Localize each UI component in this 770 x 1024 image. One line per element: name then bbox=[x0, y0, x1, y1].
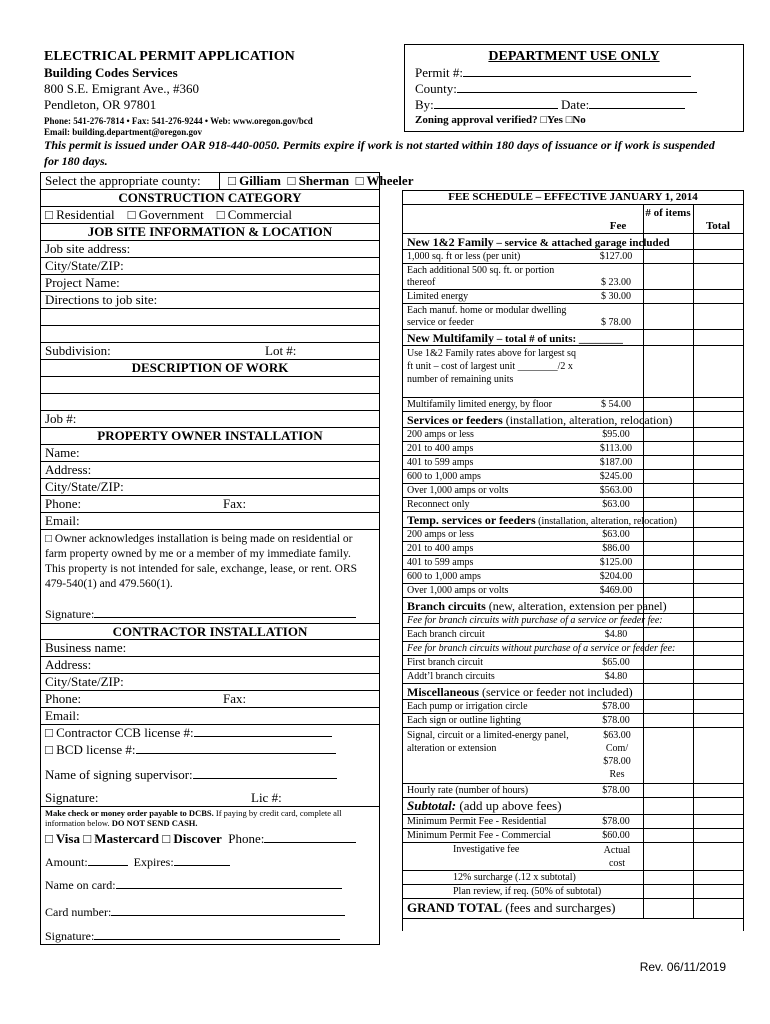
contractor-city-field[interactable] bbox=[41, 674, 379, 691]
fee-row bbox=[403, 304, 743, 330]
zoning-yes-checkbox[interactable]: □Yes bbox=[540, 114, 563, 126]
fee-row bbox=[403, 428, 743, 442]
grand-total-row bbox=[403, 899, 743, 919]
payment-note-3: DO NOT SEND CASH. bbox=[109, 818, 198, 828]
fee-column-header: Fee bbox=[609, 220, 627, 232]
construction-category-options bbox=[41, 207, 379, 224]
fee-desc: Plan review, if req. (50% of subtotal) bbox=[453, 886, 602, 897]
fee-amount: $ 30.00 bbox=[601, 291, 631, 302]
fee-row bbox=[403, 346, 743, 398]
fee-row bbox=[403, 442, 743, 456]
department-use-box bbox=[404, 44, 744, 132]
fee-amount: $245.00 bbox=[599, 471, 633, 482]
fee-desc: Reconnect only bbox=[407, 499, 470, 510]
section-new-family-title: New 1&2 Family bbox=[407, 235, 494, 249]
date-label: Date: bbox=[561, 97, 590, 112]
fee-row bbox=[403, 656, 743, 670]
fee-desc: Over 1,000 amps or volts bbox=[407, 585, 509, 596]
directions-field[interactable] bbox=[41, 292, 379, 309]
org-address-1: 800 S.E. Emigrant Ave., #360 bbox=[44, 81, 200, 96]
description-line-2[interactable] bbox=[41, 394, 379, 411]
fee-amount: $63.00 Com/ $78.00 Res bbox=[603, 730, 631, 780]
directions-label: Directions to job site: bbox=[45, 292, 158, 307]
project-name-field[interactable] bbox=[41, 275, 379, 292]
bcd-license-line bbox=[136, 742, 336, 754]
fee-row bbox=[403, 843, 743, 871]
section-temp-title: Temp. services or feeders bbox=[407, 513, 536, 527]
fee-amount: Actual cost bbox=[603, 845, 631, 869]
zoning-no-checkbox[interactable]: □No bbox=[565, 114, 586, 126]
owner-acknowledgement-checkbox[interactable]: □ Owner acknowledges installation is being made on residential or farm property owned by me or a member of my immediate family. This property is not intended for sale, exchange, lease, or rent. ORS 479-540(1) and 479.560(1). bbox=[45, 533, 358, 590]
fee-note-text: Fee for branch circuits with purchase of a service or feeder fee: bbox=[407, 615, 663, 626]
section-new-family bbox=[403, 234, 743, 250]
org-name: Building Codes Services bbox=[44, 65, 178, 80]
contractor-phone-field[interactable] bbox=[41, 691, 379, 708]
zoning-label: Zoning approval verified? bbox=[415, 114, 538, 126]
fee-row bbox=[403, 871, 743, 885]
fee-schedule-title-text: FEE SCHEDULE – EFFECTIVE JANUARY 1, 2014 bbox=[448, 191, 698, 203]
fee-row bbox=[403, 542, 743, 556]
org-address-2: Pendleton, OR 97801 bbox=[44, 97, 157, 112]
section-branch-title: Branch circuits bbox=[407, 599, 486, 613]
fee-desc: Each sign or outline lighting bbox=[407, 715, 521, 726]
directions-line-2[interactable] bbox=[41, 309, 379, 326]
residential-checkbox[interactable]: □ Residential bbox=[45, 207, 115, 222]
name-on-card-field[interactable] bbox=[116, 877, 342, 889]
supervisor-label: Name of signing supervisor: bbox=[45, 767, 193, 782]
fee-desc: Each pump or irrigation circle bbox=[407, 701, 528, 712]
fee-amount: $78.00 bbox=[602, 816, 630, 827]
owner-city-field[interactable] bbox=[41, 479, 379, 496]
section-services-title: Services or feeders bbox=[407, 413, 503, 427]
permit-label: Permit #: bbox=[415, 65, 464, 80]
job-site-heading: JOB SITE INFORMATION & LOCATION bbox=[41, 224, 379, 241]
contractor-address-label: Address: bbox=[45, 657, 92, 672]
card-type-row bbox=[41, 831, 379, 848]
items-column-header: # of items bbox=[645, 207, 691, 219]
owner-email-field[interactable] bbox=[41, 513, 379, 530]
amount-field[interactable] bbox=[88, 854, 128, 866]
county-options bbox=[228, 173, 413, 189]
section-multifamily-title: New Multifamily bbox=[407, 331, 494, 345]
fee-row bbox=[403, 714, 743, 728]
owner-name-field[interactable] bbox=[41, 445, 379, 462]
fee-row bbox=[403, 829, 743, 843]
job-number-label: Job #: bbox=[45, 411, 77, 426]
fee-desc: Signal, circuit or a limited-energy panel, alteration or extension bbox=[407, 730, 569, 754]
amount-label: Amount: bbox=[45, 855, 88, 869]
subdivision-label: Subdivision: bbox=[45, 343, 111, 358]
fee-row bbox=[403, 470, 743, 484]
fee-amount: $125.00 bbox=[599, 557, 633, 568]
card-number-field[interactable] bbox=[111, 904, 345, 916]
commercial-checkbox[interactable]: □ Commercial bbox=[216, 207, 293, 222]
section-misc-sub: (service or feeder not included) bbox=[479, 685, 633, 699]
fee-schedule-title bbox=[403, 191, 743, 205]
fee-row bbox=[403, 584, 743, 598]
card-number-row bbox=[41, 904, 379, 921]
section-branch-circuits bbox=[403, 598, 743, 614]
fee-desc: 201 to 400 amps bbox=[407, 443, 474, 454]
fee-amount: $4.80 bbox=[604, 629, 628, 640]
fee-desc: Minimum Permit Fee - Residential bbox=[407, 816, 547, 827]
payment-note-2: If paying by credit card, complete all information below. bbox=[45, 808, 342, 828]
fee-amount: $65.00 bbox=[602, 657, 630, 668]
section-miscellaneous bbox=[403, 684, 743, 700]
fee-amount: $95.00 bbox=[602, 429, 630, 440]
section-new-family-sub: – service & attached garage included bbox=[493, 237, 670, 249]
fee-desc: 401 to 599 amps bbox=[407, 557, 474, 568]
fee-amount: $204.00 bbox=[599, 571, 633, 582]
fee-amount: $60.00 bbox=[602, 830, 630, 841]
expires-field[interactable] bbox=[174, 854, 230, 866]
fee-amount: $4.80 bbox=[604, 671, 628, 682]
owner-fax-label: Fax: bbox=[223, 496, 247, 511]
contractor-email-field[interactable] bbox=[41, 708, 379, 725]
owner-signature-label: Signature: bbox=[45, 607, 95, 621]
fee-row bbox=[403, 815, 743, 829]
business-name-label: Business name: bbox=[45, 640, 127, 655]
section-branch-sub: (new, alteration, extension per panel) bbox=[485, 599, 667, 613]
owner-phone-field[interactable] bbox=[41, 496, 379, 513]
fee-row bbox=[403, 528, 743, 542]
fee-amount: $563.00 bbox=[599, 485, 633, 496]
county-gilliam-checkbox[interactable]: □ Gilliam bbox=[228, 173, 281, 188]
fee-row bbox=[403, 885, 743, 899]
card-phone-field[interactable] bbox=[264, 831, 356, 843]
permit-notice: This permit is issued under OAR 918-440-0050. Permits expire if work is not started within 180 days of issuance or if work is suspended for 180 days. bbox=[44, 138, 715, 168]
job-city-field[interactable] bbox=[41, 258, 379, 275]
section-temp-sub: (installation, alteration, relocation) bbox=[535, 516, 677, 527]
contractor-signature-field[interactable] bbox=[41, 790, 379, 807]
description-heading: DESCRIPTION OF WORK bbox=[41, 360, 379, 377]
subtotal-sub: (add up above fees) bbox=[456, 798, 562, 813]
fee-desc: Investigative fee bbox=[453, 844, 520, 855]
date-field[interactable] bbox=[589, 97, 685, 109]
fee-row bbox=[403, 264, 743, 290]
fee-row bbox=[403, 628, 743, 642]
grand-total-sub: (fees and surcharges) bbox=[502, 900, 616, 915]
card-number-label: Card number: bbox=[45, 905, 112, 919]
total-column-header: Total bbox=[705, 220, 731, 232]
owner-phone-label: Phone: bbox=[45, 496, 82, 511]
form-title: ELECTRICAL PERMIT APPLICATION bbox=[44, 49, 295, 64]
fee-desc: Each additional 500 sq. ft. or portion thereof bbox=[407, 265, 555, 288]
card-signature-field[interactable] bbox=[94, 928, 340, 940]
job-site-address-field[interactable] bbox=[41, 241, 379, 258]
payment-note-1: Make check or money order payable to DCBS. bbox=[45, 808, 214, 818]
project-name-label: Project Name: bbox=[45, 275, 120, 290]
fee-note bbox=[403, 642, 743, 656]
fee-amount: $63.00 bbox=[602, 499, 630, 510]
card-signature-row bbox=[41, 928, 379, 943]
fee-desc: 200 amps or less bbox=[407, 529, 474, 540]
fee-column-headers bbox=[403, 205, 743, 234]
county-select-label: Select the appropriate county: bbox=[45, 173, 201, 188]
owner-name-label: Name: bbox=[45, 445, 80, 460]
fee-row bbox=[403, 484, 743, 498]
owner-address-label: Address: bbox=[45, 462, 92, 477]
header-block bbox=[44, 48, 313, 138]
fee-amount: $113.00 bbox=[599, 443, 633, 454]
construction-category-heading: CONSTRUCTION CATEGORY bbox=[41, 190, 379, 207]
owner-signature-field[interactable] bbox=[41, 606, 379, 623]
section-multifamily-sub: – total # of units: ________ bbox=[493, 333, 623, 345]
org-contact: Phone: 541-276-7814 • Fax: 541-276-9244 • Web: www.oregon.gov/bcd bbox=[44, 116, 313, 126]
fee-desc: Minimum Permit Fee - Commercial bbox=[407, 830, 551, 841]
business-name-field[interactable] bbox=[41, 640, 379, 657]
org-email: Email: building.department@oregon.gov bbox=[44, 127, 202, 137]
lic-label: Lic #: bbox=[251, 790, 282, 805]
fee-row bbox=[403, 670, 743, 684]
owner-email-label: Email: bbox=[45, 513, 80, 528]
revision-date: Rev. 06/11/2019 bbox=[639, 960, 726, 974]
fee-row bbox=[403, 290, 743, 304]
card-phone-label: Phone: bbox=[228, 831, 265, 846]
fee-row bbox=[403, 498, 743, 512]
fee-amount: $ 23.00 bbox=[601, 277, 631, 288]
fee-amount: $78.00 bbox=[602, 785, 630, 796]
owner-address-field[interactable] bbox=[41, 462, 379, 479]
fee-amount: $ 78.00 bbox=[601, 317, 631, 328]
fee-desc: Limited energy bbox=[407, 291, 469, 302]
fee-amount: $63.00 bbox=[602, 529, 630, 540]
contractor-signature-label: Signature: bbox=[45, 790, 99, 805]
section-misc-title: Miscellaneous bbox=[407, 685, 479, 699]
contractor-email-label: Email: bbox=[45, 708, 80, 723]
subtotal-label: Subtotal: bbox=[407, 798, 457, 813]
job-number-field[interactable] bbox=[41, 411, 379, 428]
fee-amount: $187.00 bbox=[599, 457, 633, 468]
section-services-sub: (installation, alteration, relocation) bbox=[502, 413, 673, 427]
fee-desc: Each manuf. home or modular dwelling service or feeder bbox=[407, 305, 567, 328]
grand-total-label: GRAND TOTAL bbox=[407, 900, 502, 915]
by-label: By: bbox=[415, 97, 434, 112]
fee-desc: Addt’l branch circuits bbox=[407, 671, 495, 682]
fee-desc: 12% surcharge (.12 x subtotal) bbox=[453, 872, 576, 883]
amount-row bbox=[41, 854, 379, 871]
contractor-address-field[interactable] bbox=[41, 657, 379, 674]
owner-installation-heading: PROPERTY OWNER INSTALLATION bbox=[41, 428, 379, 445]
fee-desc: 600 to 1,000 amps bbox=[407, 571, 481, 582]
county-sherman-checkbox[interactable]: □ Sherman bbox=[287, 173, 350, 188]
fee-schedule-table bbox=[402, 190, 744, 931]
fee-row bbox=[403, 556, 743, 570]
dept-title: DEPARTMENT USE ONLY bbox=[488, 49, 660, 64]
bcd-license-field[interactable] bbox=[41, 742, 379, 759]
contractor-phone-label: Phone: bbox=[45, 691, 82, 706]
contractor-city-label: City/State/ZIP: bbox=[45, 674, 124, 689]
fee-desc: First branch circuit bbox=[407, 657, 484, 668]
fee-amount: $78.00 bbox=[602, 715, 630, 726]
job-city-label: City/State/ZIP: bbox=[45, 258, 124, 273]
supervisor-field[interactable] bbox=[41, 767, 379, 784]
fee-note-text: Fee for branch circuits without purchase of a service or feeder fee: bbox=[407, 643, 676, 654]
section-multifamily bbox=[403, 330, 743, 346]
subdivision-field[interactable] bbox=[41, 343, 379, 360]
fee-row bbox=[403, 784, 743, 798]
fee-desc: 201 to 400 amps bbox=[407, 543, 474, 554]
fee-row bbox=[403, 456, 743, 470]
government-checkbox[interactable]: □ Government bbox=[127, 207, 204, 222]
fee-desc: Over 1,000 amps or volts bbox=[407, 485, 509, 496]
card-signature-label: Signature: bbox=[45, 929, 95, 943]
county-field[interactable] bbox=[457, 81, 697, 93]
fee-desc: 1,000 sq. ft or less (per unit) bbox=[407, 251, 521, 262]
fee-desc: 600 to 1,000 amps bbox=[407, 471, 481, 482]
description-line-1[interactable] bbox=[41, 377, 379, 394]
fee-amount: $ 54.00 bbox=[601, 399, 631, 410]
bcd-license-checkbox[interactable]: □ BCD license #: bbox=[45, 742, 136, 757]
by-field[interactable] bbox=[434, 97, 558, 109]
lot-label: Lot #: bbox=[265, 343, 297, 358]
contractor-fax-label: Fax: bbox=[223, 691, 247, 706]
fee-amount: $469.00 bbox=[599, 585, 633, 596]
fee-row bbox=[403, 250, 743, 264]
section-temp-services bbox=[403, 512, 743, 528]
fee-desc: Each branch circuit bbox=[407, 629, 485, 640]
name-on-card-label: Name on card: bbox=[45, 878, 116, 892]
owner-signature-line bbox=[94, 606, 356, 618]
fee-desc: Hourly rate (number of hours) bbox=[407, 785, 529, 796]
supervisor-line bbox=[193, 767, 337, 779]
fee-row bbox=[403, 728, 743, 784]
expires-label: Expires: bbox=[133, 855, 174, 869]
fee-amount: $127.00 bbox=[599, 251, 633, 262]
owner-city-label: City/State/ZIP: bbox=[45, 479, 124, 494]
payment-note bbox=[41, 808, 379, 830]
ccb-license-field[interactable] bbox=[41, 725, 379, 742]
directions-line-3[interactable] bbox=[41, 326, 379, 343]
section-services bbox=[403, 412, 743, 428]
card-type-checkboxes[interactable]: □ Visa □ Mastercard □ Discover bbox=[45, 831, 222, 846]
left-panel bbox=[40, 189, 380, 945]
name-on-card-row bbox=[41, 877, 379, 894]
permit-number-field[interactable] bbox=[463, 65, 691, 77]
fee-row bbox=[403, 700, 743, 714]
ccb-license-line bbox=[194, 725, 332, 737]
county-label: County: bbox=[415, 81, 457, 96]
fee-note bbox=[403, 614, 743, 628]
fee-desc: Use 1&2 Family rates above for largest sq ft unit – cost of largest unit ________/2 x number of remaining units bbox=[407, 348, 576, 385]
fee-desc: 200 amps or less bbox=[407, 429, 474, 440]
fee-desc: 401 to 599 amps bbox=[407, 457, 474, 468]
fee-desc: Multifamily limited energy, by floor bbox=[407, 399, 552, 410]
fee-amount: $78.00 bbox=[602, 701, 630, 712]
subtotal-row bbox=[403, 798, 743, 815]
ccb-license-checkbox[interactable]: □ Contractor CCB license #: bbox=[45, 725, 194, 740]
county-wheeler-checkbox[interactable]: □ Wheeler bbox=[355, 173, 414, 188]
fee-amount: $86.00 bbox=[602, 543, 630, 554]
fee-row bbox=[403, 398, 743, 412]
contractor-installation-heading: CONTRACTOR INSTALLATION bbox=[41, 623, 379, 640]
fee-row bbox=[403, 570, 743, 584]
job-site-address-label: Job site address: bbox=[45, 241, 131, 256]
